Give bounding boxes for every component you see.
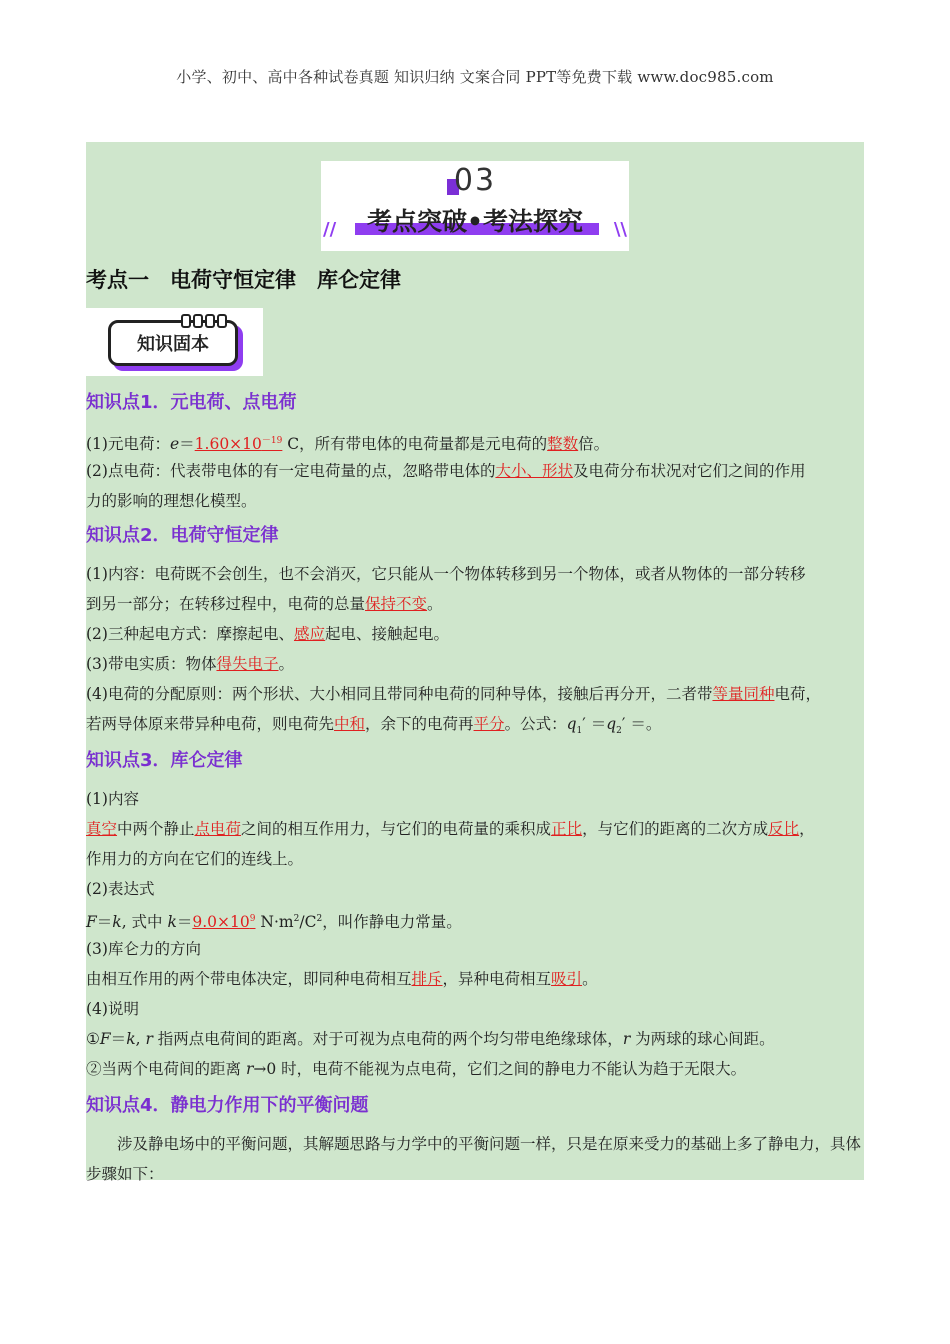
section-title: 考点一 电荷守恒定律 库仑定律 — [86, 268, 401, 292]
kp4-paragraph: 涉及静电场中的平衡问题，其解题思路与力学中的平衡问题一样，只是在原来受力的基础上多了静电力，具体步骤如下： — [86, 1135, 862, 1183]
kp2-line3: (2)三种起电方式：摩擦起电、感应起电、接触起电。 — [86, 625, 449, 643]
kp4-title: 知识点4．静电力作用下的平衡问题 — [86, 1095, 369, 1116]
kp1-line2: (2)点电荷：代表带电体的有一定电荷量的点，忽略带电体的大小、形状及电荷分布状况对它们之间的作用 — [86, 462, 806, 480]
kp3-line7: 由相互作用的两个带电体决定，即同种电荷相互排斥，异种电荷相互吸引。 — [86, 970, 598, 988]
answer-blank: 点电荷 — [194, 820, 242, 838]
kp2-line6: 若两导体原来带异种电荷，则电荷先中和，余下的电荷再平分。公式：$q_1' =q_2'$ ＝。 — [86, 715, 662, 737]
answer-blank: 平分 — [473, 715, 505, 733]
answer-blank: 大小、形状 — [495, 462, 573, 480]
badge-frame — [108, 320, 238, 366]
answer-blank: $1.60\times 10^{-19}$ — [194, 435, 283, 454]
banner-slash-right-icon: \\ — [613, 219, 627, 240]
kp3-line8: (4)说明 — [86, 1000, 139, 1018]
kp3-line10: ②当两个电荷间的距离 r→0 时，电荷不能视为点电荷，它们之间的静电力不能认为趋于无限大。 — [86, 1060, 747, 1078]
kp2-line2: 到另一部分；在转移过程中，电荷的总量保持不变。 — [86, 595, 443, 613]
kp3-line4: (2)表达式 — [86, 880, 155, 898]
kp3-line9: ①F＝k, r 指两点电荷间的距离。对于可视为点电荷的两个均匀带电绝缘球体，r 为两球的球心间距。 — [86, 1030, 775, 1048]
kp2-line5: (4)电荷的分配原则：两个形状、大小相同且带同种电荷的同种导体，接触后再分开，二者带等量同种电荷， — [86, 685, 821, 703]
answer-blank: 排斥 — [411, 970, 443, 988]
answer-blank: 正比 — [551, 820, 583, 838]
kp1-line3: 力的影响的理想化模型。 — [86, 492, 257, 510]
knowledge-badge — [86, 308, 263, 376]
answer-blank: 整数 — [547, 435, 579, 454]
banner-title: 考点突破•考法探究 — [367, 207, 583, 236]
kp2-line4: (3)带电实质：物体得失电子。 — [86, 655, 294, 673]
kp3-line6: (3)库仑力的方向 — [86, 940, 201, 958]
kp1-title: 知识点1．元电荷、点电荷 — [86, 392, 297, 413]
banner-slash-left-icon: // — [323, 219, 337, 240]
kp3-line2: 真空中两个静止点电荷之间的相互作用力，与它们的电荷量的乘积成正比，与它们的距离的二次方成反比， — [86, 820, 815, 838]
answer-blank: 吸引 — [551, 970, 583, 988]
kp3-line5: F＝k, 式中 $k=9.0\times 10^9$ $N\cdot m^2/C^2$，叫作静电力常量。 — [86, 913, 462, 932]
page-header: 小学、初中、高中各种试卷真题 知识归纳 文案合同 PPT等免费下载 www.doc985.com — [176, 68, 774, 86]
answer-blank: 中和 — [334, 715, 366, 733]
kp3-line3: 作用力的方向在它们的连线上。 — [86, 850, 304, 868]
kp3-line1: (1)内容 — [86, 790, 139, 808]
answer-blank: 反比 — [768, 820, 800, 838]
section-banner — [321, 161, 629, 251]
answer-blank: $9.0\times 10^9$ — [192, 913, 256, 932]
banner-number: 03 — [453, 163, 497, 198]
badge-label: 知识固本 — [137, 334, 209, 355]
answer-blank: 感应 — [293, 625, 325, 643]
kp2-line1: (1)内容：电荷既不会创生，也不会消灭，它只能从一个物体转移到另一个物体，或者从物体的一部分转移 — [86, 565, 806, 583]
answer-blank: 等量同种 — [712, 685, 775, 703]
banner-title-bar — [339, 201, 611, 237]
answer-blank: 真空 — [86, 820, 118, 838]
answer-blank: 得失电子 — [216, 655, 279, 673]
kp3-title: 知识点3．库仑定律 — [86, 750, 243, 771]
answer-blank: 保持不变 — [365, 595, 428, 613]
kp1-line1: (1)元电荷：$e=1.60\times 10^{-19}$ C，所有带电体的电荷量都是元电荷的整数倍。 — [86, 435, 610, 454]
kp2-title: 知识点2．电荷守恒定律 — [86, 525, 279, 546]
